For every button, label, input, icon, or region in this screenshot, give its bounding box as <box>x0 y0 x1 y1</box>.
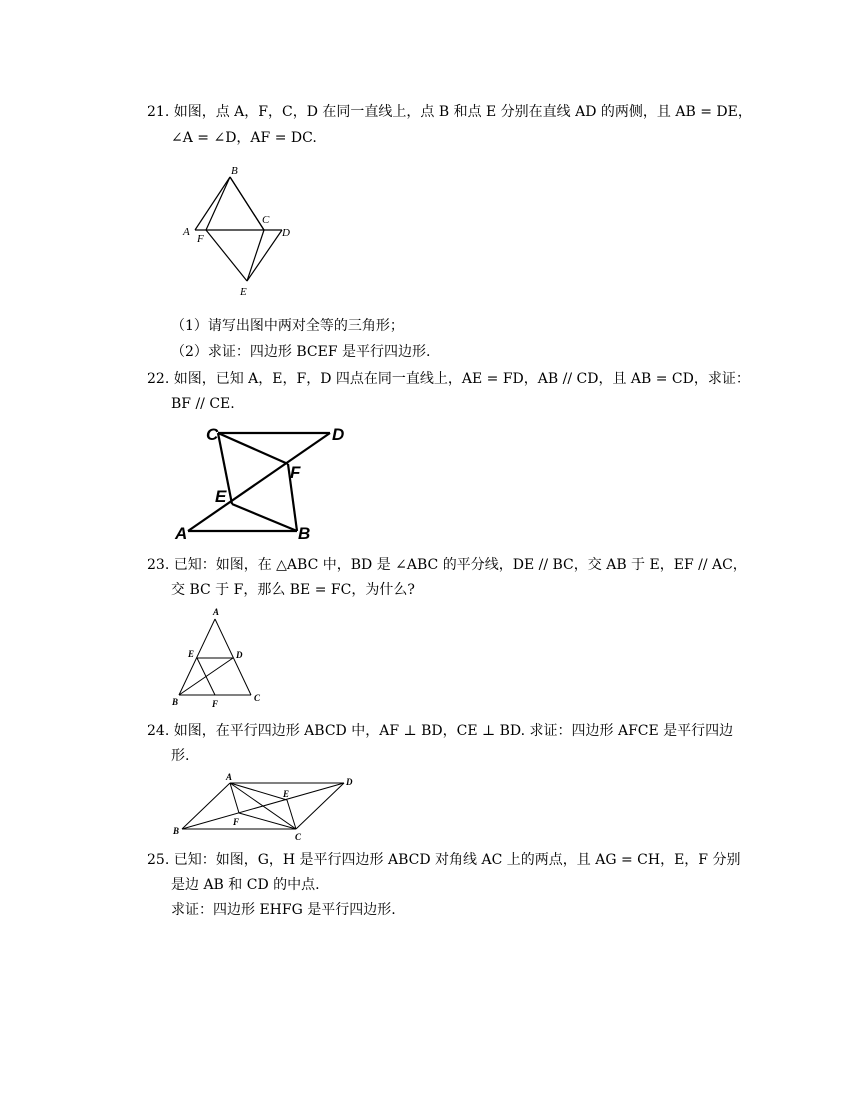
q23-label-B: B <box>172 697 179 707</box>
q23-label-D: D <box>236 650 243 660</box>
q23-text-line2: 交 BC 于 F，那么 BE = FC，为什么? <box>171 582 415 598</box>
q24-label-F: F <box>233 817 240 827</box>
q25-text-line3: 求证：四边形 EHFG 是平行四边形. <box>171 902 396 918</box>
q21-figure <box>178 160 308 305</box>
q25-text-line1: 25. 已知：如图，G，H 是平行四边形 ABCD 对角线 AC 上的两点，且 AG = CH，E，F 分别 <box>147 852 741 868</box>
q22-label-A: A <box>175 524 188 543</box>
q22-label-B: B <box>298 524 311 543</box>
q23-text-line1: 23. 已知：如图，在 △ABC 中，BD 是 ∠ABC 的平分线，DE // BC，交 AB 于 E，EF // AC， <box>147 557 747 573</box>
q21-subquestion-2: （2）求证：四边形 BCEF 是平行四边形. <box>171 344 431 360</box>
q21-label-B: B <box>231 165 238 177</box>
q24-label-E: E <box>283 789 290 799</box>
q21-label-E: E <box>240 286 247 298</box>
q21-text-line1: 21. 如图，点 A，F，C，D 在同一直线上，点 B 和点 E 分别在直线 AD 的两侧，且 AB = DE， <box>147 104 752 120</box>
q23-figure <box>168 605 273 710</box>
q22-label-F: F <box>290 463 301 482</box>
q22-text-line1: 22. 如图，已知 A，E，F，D 四点在同一直线上，AE = FD，AB // CD，且 AB = CD，求证： <box>147 371 750 387</box>
q24-text-line2: 形. <box>171 748 190 764</box>
q25-text-line2: 是边 AB 和 CD 的中点. <box>171 877 320 893</box>
q23-label-E: E <box>188 649 195 659</box>
q24-label-A: A <box>226 772 233 782</box>
q22-figure <box>170 420 360 545</box>
q21-subquestion-1: （1）请写出图中两对全等的三角形； <box>171 318 404 334</box>
q21-text-line2: ∠A = ∠D，AF = DC. <box>171 130 317 146</box>
q22-label-E: E <box>215 487 227 506</box>
q24-label-C: C <box>295 832 302 842</box>
q24-label-D: D <box>346 777 353 787</box>
q21-label-C: C <box>262 214 270 226</box>
q22-label-D: D <box>332 425 345 444</box>
q24-label-B: B <box>173 826 180 836</box>
q21-label-F: F <box>197 233 204 245</box>
q23-label-C: C <box>254 693 261 703</box>
q24-text-line1: 24. 如图，在平行四边形 ABCD 中，AF ⊥ BD，CE ⊥ BD. 求证：四边形 AFCE 是平行四边 <box>147 723 734 739</box>
q21-label-D: D <box>282 227 290 239</box>
q22-label-C: C <box>206 425 219 444</box>
q22-text-line2: BF // CE. <box>171 396 235 412</box>
q23-label-F: F <box>212 699 219 709</box>
q23-label-A: A <box>213 607 220 617</box>
q24-figure <box>170 770 360 845</box>
q21-label-A: A <box>183 226 190 238</box>
